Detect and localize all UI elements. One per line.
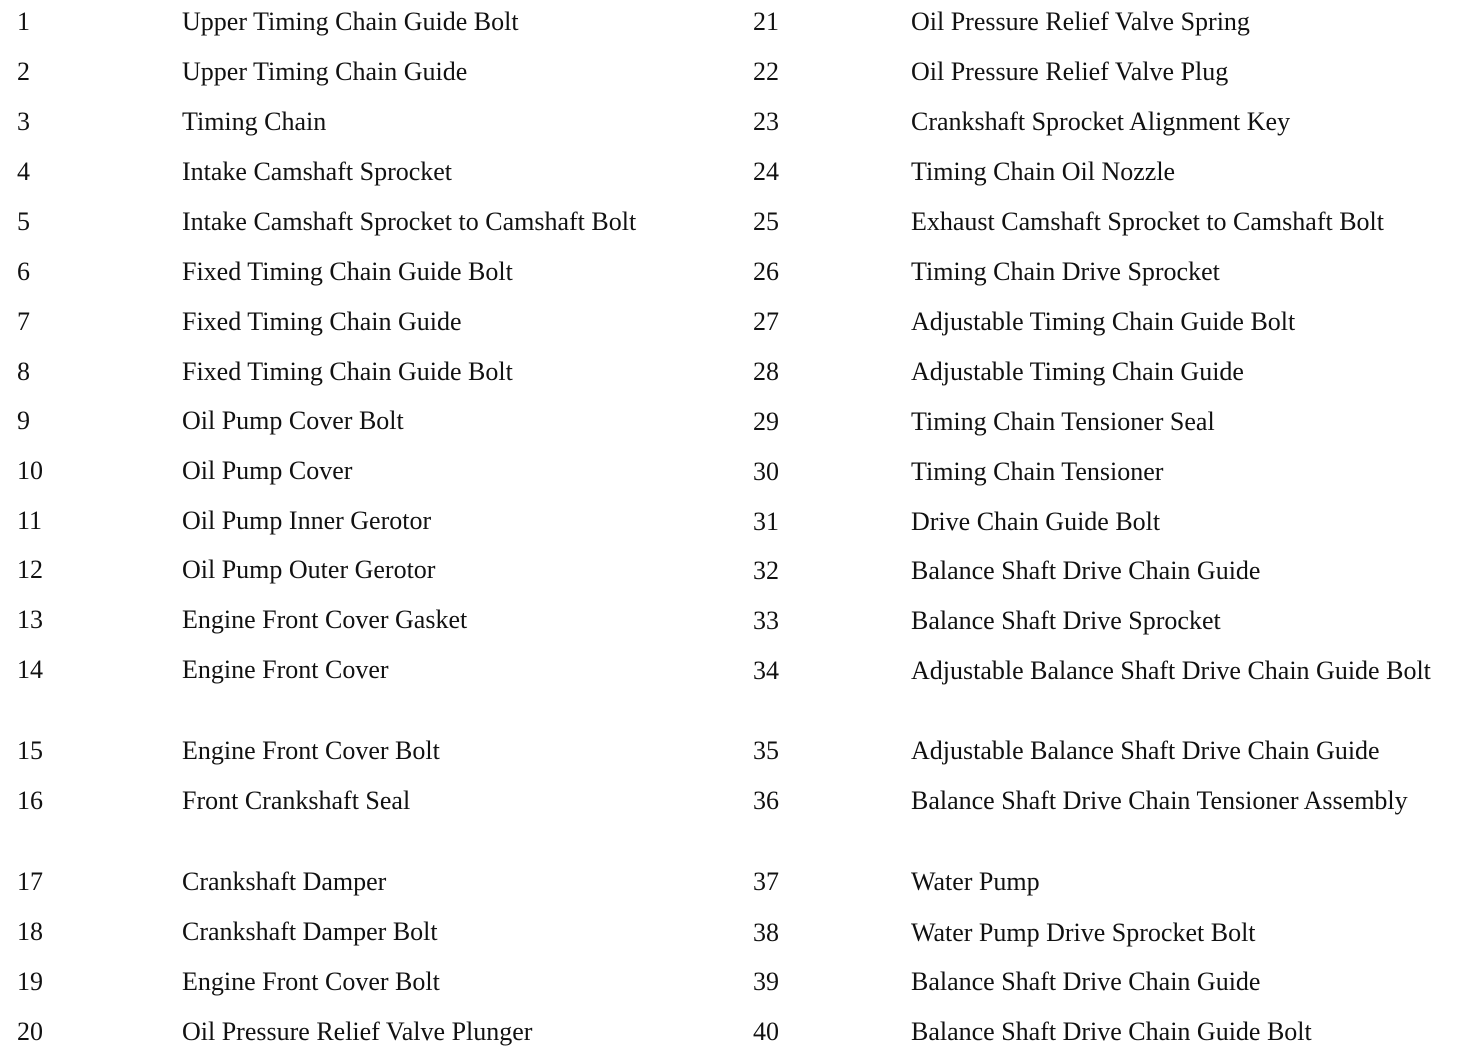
part-name: Oil Pressure Relief Valve Plunger xyxy=(182,1017,533,1046)
part-number: 11 xyxy=(17,506,43,535)
part-number: 32 xyxy=(753,556,779,585)
part-number: 9 xyxy=(17,406,30,435)
part-number: 28 xyxy=(753,357,779,386)
part-number: 31 xyxy=(753,507,779,536)
part-number: 3 xyxy=(17,107,30,136)
part-number: 14 xyxy=(17,655,43,684)
part-name: Oil Pressure Relief Valve Plug xyxy=(911,57,1229,86)
part-name: Timing Chain Tensioner xyxy=(911,457,1164,486)
part-number: 30 xyxy=(753,457,779,486)
part-number: 1 xyxy=(17,7,30,36)
part-number: 36 xyxy=(753,786,779,815)
part-name: Balance Shaft Drive Chain Guide xyxy=(911,556,1261,585)
part-name: Drive Chain Guide Bolt xyxy=(911,507,1161,536)
part-name: Exhaust Camshaft Sprocket to Camshaft Bolt xyxy=(911,207,1384,236)
part-number: 22 xyxy=(753,57,779,86)
part-number: 33 xyxy=(753,606,779,635)
part-name: Engine Front Cover xyxy=(182,655,389,684)
part-number: 18 xyxy=(17,917,43,946)
part-name: Adjustable Balance Shaft Drive Chain Guide Bolt xyxy=(911,656,1431,685)
part-name: Upper Timing Chain Guide Bolt xyxy=(182,7,519,36)
part-name: Adjustable Timing Chain Guide Bolt xyxy=(911,307,1296,336)
part-number: 6 xyxy=(17,257,30,286)
part-name: Oil Pump Cover Bolt xyxy=(182,406,404,435)
part-number: 19 xyxy=(17,967,43,996)
part-number: 37 xyxy=(753,867,779,896)
part-name: Fixed Timing Chain Guide xyxy=(182,307,462,336)
part-number: 29 xyxy=(753,407,779,436)
part-name: Adjustable Timing Chain Guide xyxy=(911,357,1244,386)
part-number: 17 xyxy=(17,867,43,896)
part-number: 21 xyxy=(753,7,779,36)
part-name: Balance Shaft Drive Chain Guide xyxy=(911,967,1261,996)
part-number: 12 xyxy=(17,555,43,584)
part-name: Crankshaft Damper xyxy=(182,867,387,896)
part-number: 23 xyxy=(753,107,779,136)
part-name: Crankshaft Sprocket Alignment Key xyxy=(911,107,1291,136)
part-number: 34 xyxy=(753,656,779,685)
part-name: Intake Camshaft Sprocket xyxy=(182,157,453,186)
part-name: Front Crankshaft Seal xyxy=(182,786,411,815)
part-number: 26 xyxy=(753,257,779,286)
part-name: Water Pump xyxy=(911,867,1040,896)
part-number: 40 xyxy=(753,1017,779,1046)
part-name: Balance Shaft Drive Chain Guide Bolt xyxy=(911,1017,1312,1046)
part-name: Upper Timing Chain Guide xyxy=(182,57,468,86)
part-name: Balance Shaft Drive Chain Tensioner Assembly xyxy=(911,786,1408,815)
part-name: Water Pump Drive Sprocket Bolt xyxy=(911,918,1256,947)
part-number: 2 xyxy=(17,57,30,86)
part-number: 8 xyxy=(17,357,30,386)
part-name: Oil Pressure Relief Valve Spring xyxy=(911,7,1250,36)
part-number: 16 xyxy=(17,786,43,815)
part-name: Fixed Timing Chain Guide Bolt xyxy=(182,257,513,286)
part-number: 15 xyxy=(17,736,43,765)
part-number: 39 xyxy=(753,967,779,996)
part-name: Adjustable Balance Shaft Drive Chain Guide xyxy=(911,736,1380,765)
part-name: Engine Front Cover Bolt xyxy=(182,967,440,996)
part-name: Engine Front Cover Gasket xyxy=(182,605,468,634)
part-name: Oil Pump Outer Gerotor xyxy=(182,555,436,584)
part-name: Crankshaft Damper Bolt xyxy=(182,917,438,946)
part-name: Timing Chain xyxy=(182,107,327,136)
part-name: Oil Pump Inner Gerotor xyxy=(182,506,432,535)
part-number: 5 xyxy=(17,207,30,236)
part-name: Timing Chain Tensioner Seal xyxy=(911,407,1215,436)
part-number: 35 xyxy=(753,736,779,765)
part-number: 13 xyxy=(17,605,43,634)
part-number: 7 xyxy=(17,307,30,336)
part-number: 24 xyxy=(753,157,779,186)
part-name: Timing Chain Drive Sprocket xyxy=(911,257,1220,286)
part-number: 4 xyxy=(17,157,30,186)
part-number: 27 xyxy=(753,307,779,336)
part-name: Intake Camshaft Sprocket to Camshaft Bolt xyxy=(182,207,637,236)
part-name: Fixed Timing Chain Guide Bolt xyxy=(182,357,513,386)
part-name: Oil Pump Cover xyxy=(182,456,353,485)
part-name: Timing Chain Oil Nozzle xyxy=(911,157,1176,186)
part-number: 10 xyxy=(17,456,43,485)
part-name: Balance Shaft Drive Sprocket xyxy=(911,606,1221,635)
part-number: 38 xyxy=(753,918,779,947)
part-name: Engine Front Cover Bolt xyxy=(182,736,440,765)
part-number: 25 xyxy=(753,207,779,236)
part-number: 20 xyxy=(17,1017,43,1046)
